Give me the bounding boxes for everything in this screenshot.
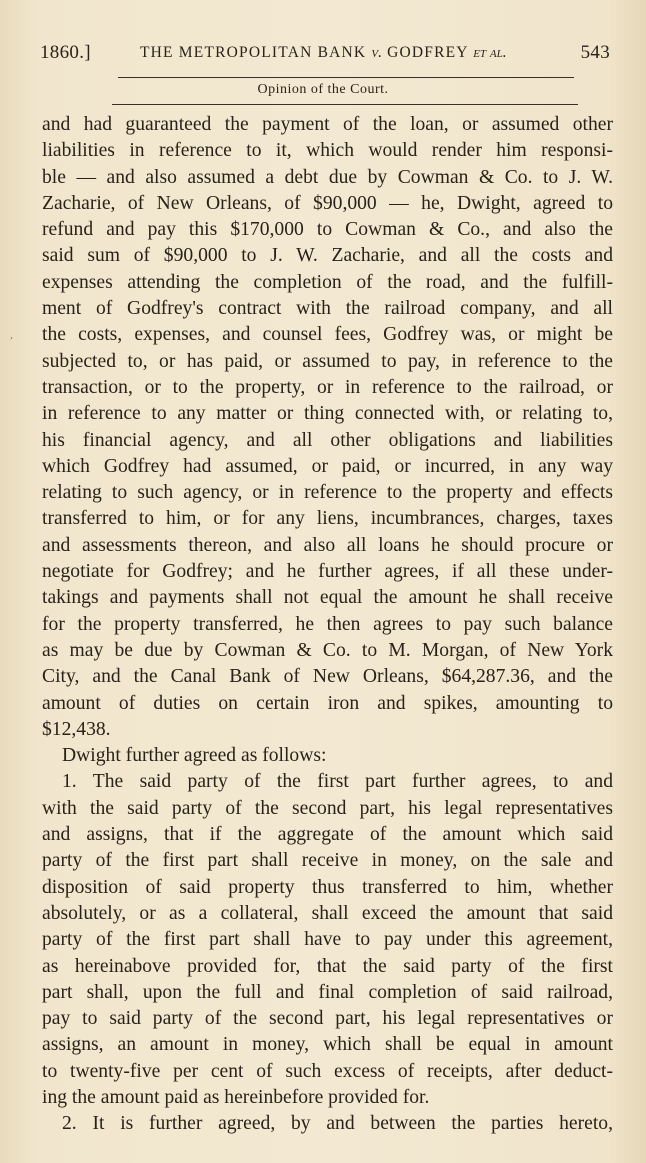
text-line: expenses attending the completion of the road, and the fulfill- — [42, 271, 613, 293]
text-line: subjected to, or has paid, or assumed to pay, in reference to the — [42, 350, 613, 372]
text-line: party of the first part shall have to pay under this agreement, — [42, 929, 613, 951]
running-head — [40, 42, 610, 72]
text-line: said sum of $90,000 to J. W. Zacharie, and all the costs and — [42, 245, 613, 267]
text-line: the costs, expenses, and counsel fees, Godfrey was, or might be — [42, 324, 613, 346]
text-line: relating to such agency, or in reference to the property and effects — [42, 482, 613, 504]
text-line: City, and the Canal Bank of New Orleans, $64,287.36, and the — [42, 666, 613, 688]
text-line: amount of duties on certain iron and spikes, amounting to — [42, 692, 613, 714]
header-case-title — [140, 44, 507, 62]
text-line: 2. It is further agreed, by and between the parties hereto, — [62, 1113, 613, 1135]
text-line: negotiate for Godfrey; and he further agrees, if all these under- — [42, 561, 613, 583]
text-line: ing the amount paid as hereinbefore provided for. — [42, 1086, 430, 1108]
text-line: party of the first part shall receive in money, on the sale and — [42, 850, 613, 872]
text-line: refund and pay this $170,000 to Cowman & Co., and also the — [42, 219, 613, 241]
case-title-party: GODFREY — [387, 44, 469, 61]
text-line: to twenty-five per cent of such excess of receipts, after deduct- — [42, 1060, 613, 1082]
text-line: absolutely, or as a collateral, shall exceed the amount that said — [42, 902, 613, 924]
page-number: 543 — [580, 42, 610, 63]
text-line: as may be due by Cowman & Co. to M. Morgan, of New York — [42, 639, 613, 661]
text-line: takings and payments shall not equal the amount he shall receive — [42, 587, 613, 609]
text-line: Zacharie, of New Orleans, of $90,000 — he, Dwight, agreed to — [42, 192, 613, 214]
text-line: liabilities in reference to it, which would render him responsi- — [42, 140, 613, 162]
text-line: Dwight further agreed as follows: — [62, 745, 327, 767]
section-subheading: Opinion of the Court. — [257, 82, 389, 97]
text-line: in reference to any matter or thing connected with, or relating to, — [42, 403, 613, 425]
case-title-etal: et al. — [473, 44, 507, 61]
text-line: his financial agency, and all other obligations and liabilities — [42, 429, 613, 451]
text-line: as hereinabove provided for, that the said party of the first — [42, 955, 613, 977]
text-line: and had guaranteed the payment of the loan, or assumed other — [42, 114, 613, 135]
text-line: $12,438. — [42, 718, 111, 740]
text-line: transaction, or to the property, or in reference to the railroad, or — [42, 376, 613, 398]
text-line: for the property transferred, he then agrees to pay such balance — [42, 613, 613, 635]
text-line: 1. The said party of the first part further agrees, to and — [62, 771, 613, 793]
text-line: pay to said party of the second part, his legal representatives or — [42, 1008, 613, 1030]
header-year: 1860.] — [40, 42, 91, 63]
text-line: and assessments thereon, and also all loans he should procure or — [42, 534, 613, 556]
case-title-prefix: THE METROPOLITAN BANK — [140, 44, 367, 61]
case-title-v: v. — [371, 44, 382, 61]
opinion-text — [42, 112, 613, 1138]
text-line: assigns, an amount in money, which shall be equal in amount — [42, 1034, 613, 1056]
text-line: disposition of said property thus transferred to him, whether — [42, 876, 613, 898]
text-line: with the said party of the second part, his legal representatives — [42, 797, 613, 819]
subheading-rule — [112, 104, 578, 105]
text-line: transferred to him, or for any liens, incumbrances, charges, taxes — [42, 508, 613, 530]
text-line: which Godfrey had assumed, or paid, or incurred, in any way — [42, 455, 613, 477]
text-line: part shall, upon the full and final completion of said railroad, — [42, 981, 613, 1003]
header-rule — [118, 77, 574, 78]
text-line: and assigns, that if the aggregate of the amount which said — [42, 824, 613, 846]
text-line: ment of Godfrey's contract with the railroad company, and all — [42, 298, 613, 320]
margin-mark: , — [10, 330, 14, 341]
text-line: ble — and also assumed a debt due by Cowman & Co. to J. W. — [42, 166, 613, 188]
